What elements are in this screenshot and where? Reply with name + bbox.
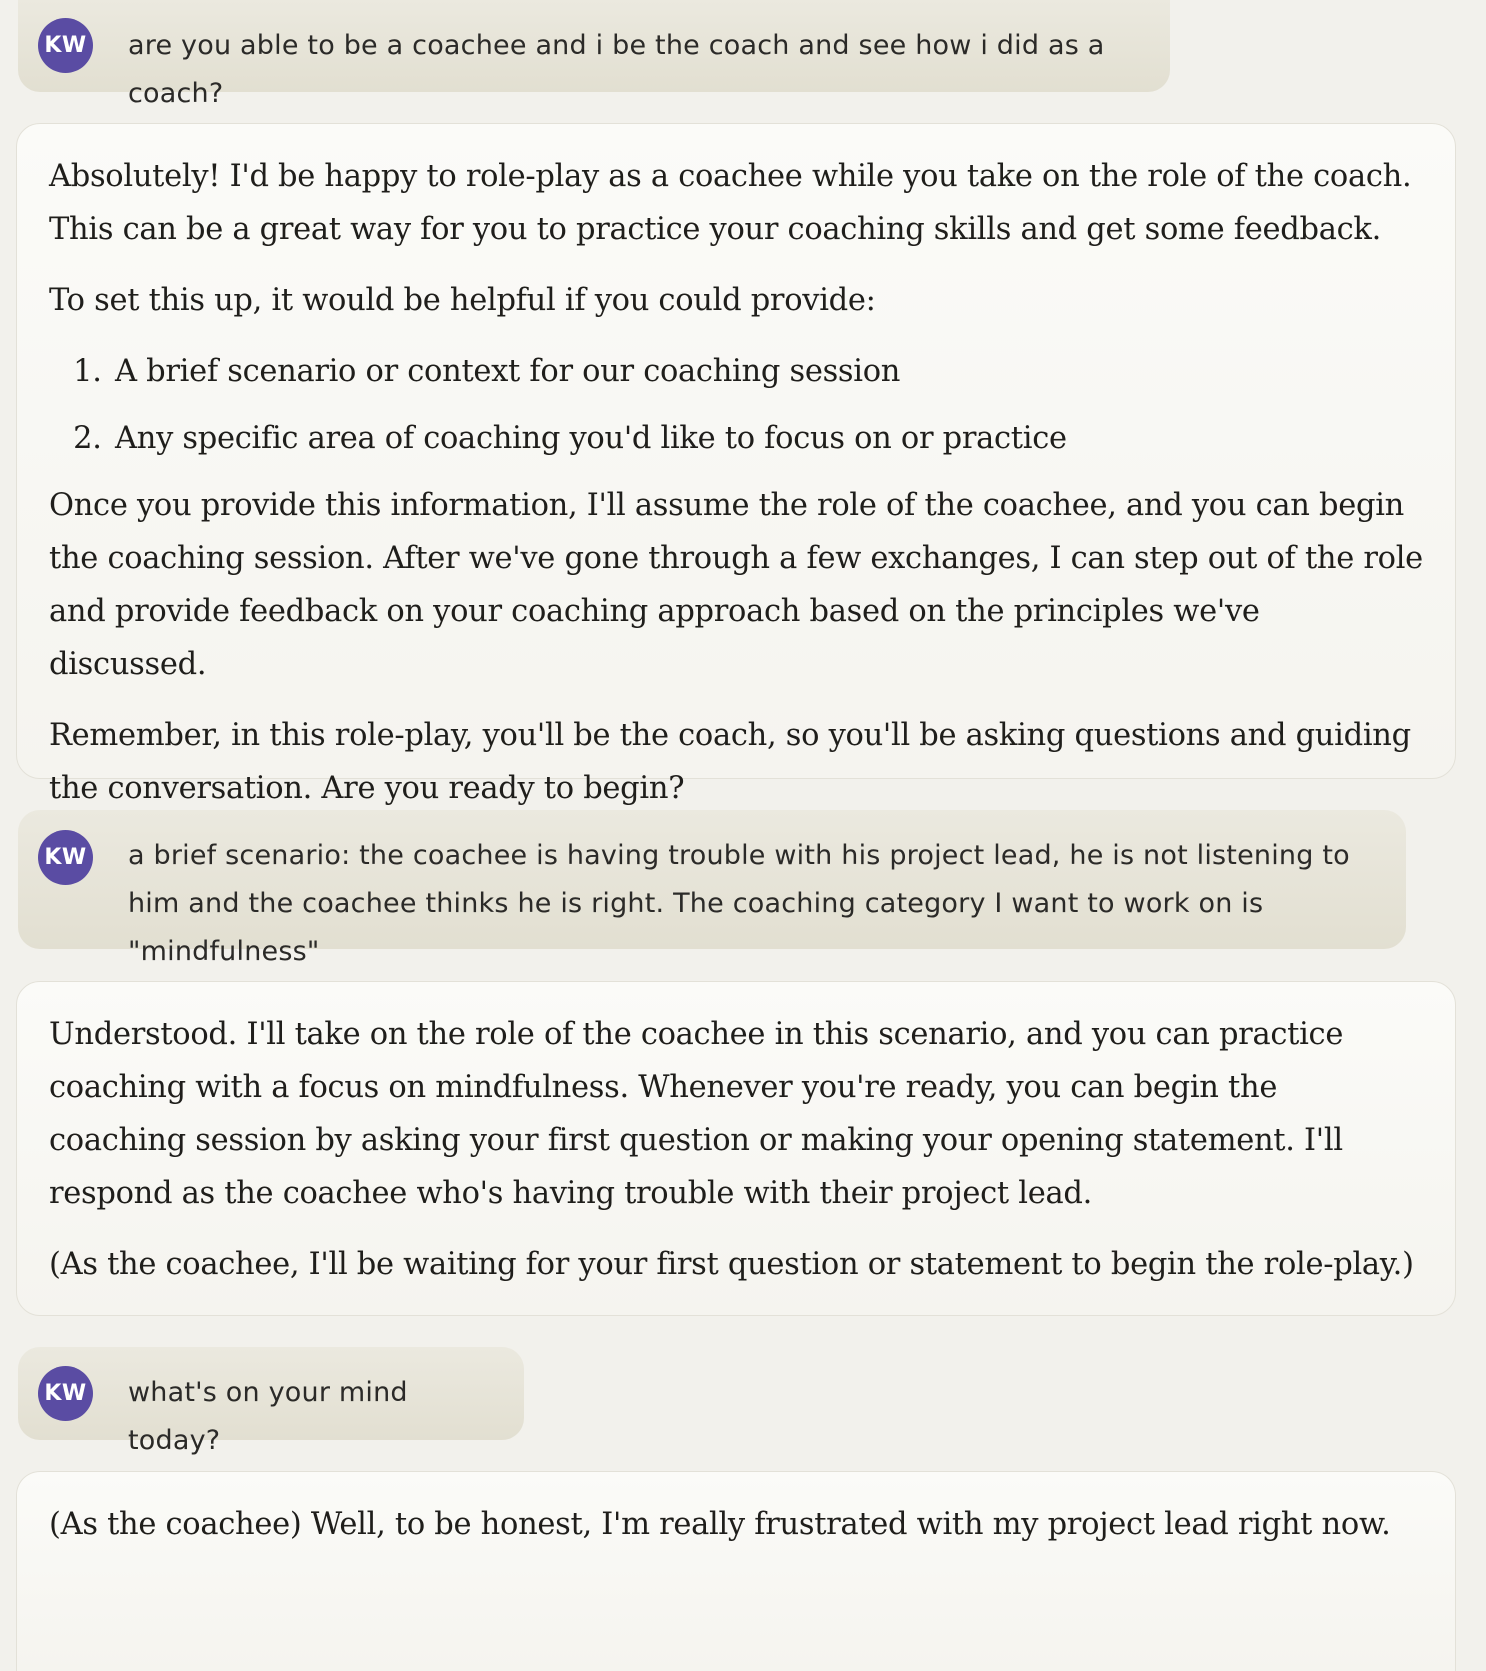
assistant-message: [16, 123, 1456, 806]
user-avatar: KW: [38, 1366, 93, 1421]
user-message: [18, 0, 1170, 109]
assistant-message-paragraph: Understood. I'll take on the role of the coachee in this scenario, and you can practice coaching with a focus on mindfulness. Whenever you're ready, you can begin the coaching session by asking your first question or making your opening statement. I'll respond as the coachee who's having trouble with their project lead.: [49, 1017, 1344, 1211]
assistant-message-paragraph: Once you provide this information, I'll assume the role of the coachee, and you can begin the coaching session. After we've gone through a few exchanges, I can step out of the role and provide feedback on your coaching approach based on the principles we've discussed.: [49, 488, 1423, 682]
list-item: 2. Any specific area of coaching you'd like to focus on or practice: [111, 412, 1423, 465]
assistant-message-paragraph: To set this up, it would be helpful if you could provide:: [49, 283, 876, 318]
user-avatar: KW: [38, 830, 93, 885]
user-avatar: KW: [38, 18, 93, 73]
assistant-message-paragraph: Remember, in this role-play, you'll be the coach, so you'll be asking questions and guiding the conversation. Are you ready to begin?: [49, 718, 1411, 806]
numbered-list: [49, 345, 1423, 465]
assistant-message: [16, 1471, 1456, 1671]
user-message-text: are you able to be a coachee and i be the coach and see how i did as a coach?: [128, 30, 1105, 109]
assistant-message-paragraph: Absolutely! I'd be happy to role-play as a coachee while you take on the role of the coach. This can be a great way for you to practice your coaching skills and get some feedback.: [49, 159, 1412, 247]
assistant-message-paragraph: (As the coachee, I'll be waiting for your first question or statement to begin the role-play.): [49, 1247, 1414, 1282]
assistant-message: [16, 981, 1456, 1316]
user-message-text: what's on your mind today?: [128, 1377, 408, 1456]
list-item: 1. A brief scenario or context for our coaching session: [111, 345, 1423, 398]
user-message: [18, 810, 1406, 967]
user-message-text: a brief scenario: the coachee is having trouble with his project lead, he is not listening to him and the coachee thinks he is right. The coaching category I want to work on is "mindfulness": [128, 840, 1350, 967]
user-message: [18, 1347, 524, 1456]
assistant-message-paragraph: (As the coachee) Well, to be honest, I'm really frustrated with my project lead right now.: [49, 1507, 1391, 1542]
